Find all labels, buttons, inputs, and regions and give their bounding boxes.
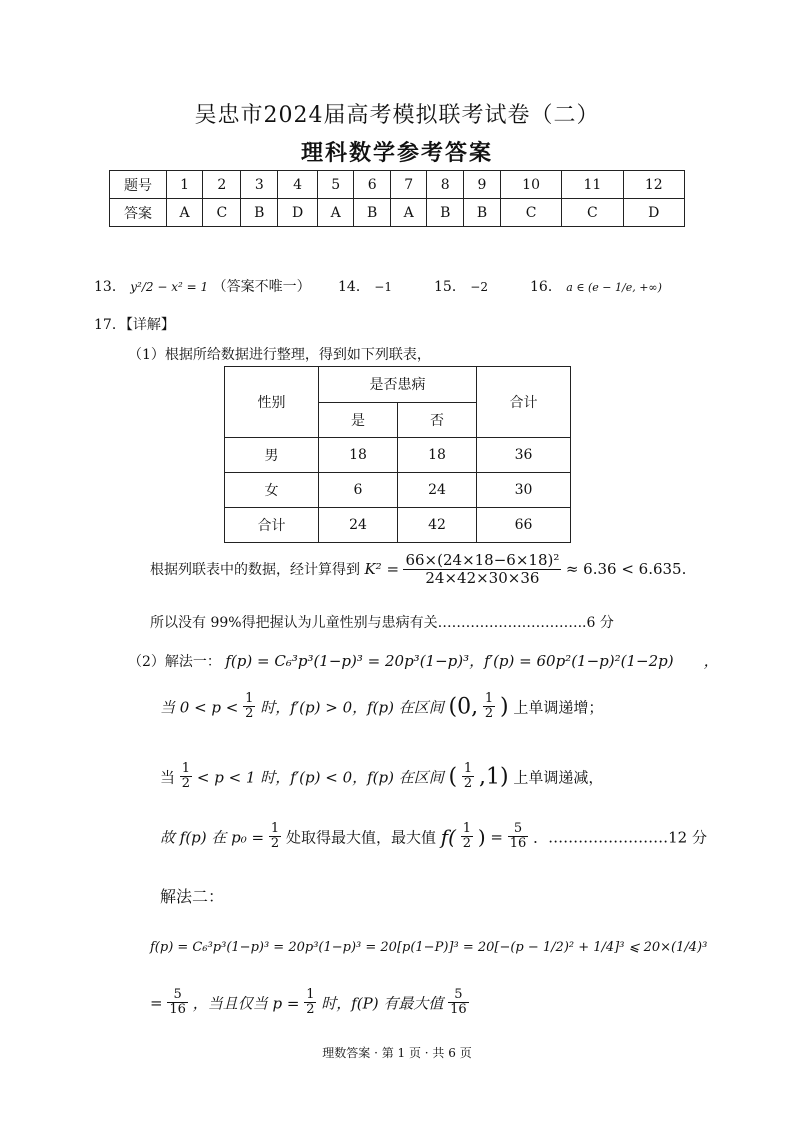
half-fraction [483, 692, 495, 722]
method2-post: 时，f(P) 有最大值 [321, 994, 444, 1013]
table-row [225, 473, 571, 508]
k2-numerator: 66×(24×18−6×18)² [405, 551, 560, 569]
interval-open: (0, [448, 694, 479, 720]
k2-line [150, 552, 686, 586]
max-f: f( [440, 824, 456, 849]
half-fraction [180, 762, 192, 792]
method2-mid: ，当且仅当 p = [192, 994, 300, 1013]
page-footer: 理数答案 · 第 1 页 · 共 6 页 [322, 1046, 472, 1060]
answer-cell: B [354, 199, 391, 227]
part1-intro: （1）根据所给数据进行整理，得到如下列联表， [128, 347, 431, 363]
k2-denominator: 24×42×30×36 [425, 568, 540, 587]
frac-den: 2 [463, 776, 473, 792]
method2-label: 解法二： [160, 887, 225, 906]
dec-pre: 当 [160, 768, 176, 787]
decreasing-line [160, 762, 603, 792]
frac-den: 16 [450, 1002, 467, 1018]
cell-no: 24 [398, 473, 477, 508]
cell-yes: 18 [319, 438, 398, 473]
k2-prefix: 根据列联表中的数据，经计算得到 [150, 562, 360, 578]
header-gender: 性别 [225, 367, 319, 438]
max-value-fraction [508, 822, 529, 852]
number-cell: 10 [500, 171, 561, 199]
cell-total: 30 [477, 473, 571, 508]
cell-no: 42 [398, 508, 477, 543]
k2-fraction [403, 552, 561, 586]
q13-answer [94, 276, 311, 296]
answer-table-row-numbers [110, 171, 685, 199]
part2-line [128, 650, 719, 671]
frac-den: 16 [169, 1002, 186, 1018]
number-cell: 2 [203, 171, 241, 199]
frac-den: 16 [509, 836, 527, 852]
max-end: ．……………………12 分 [533, 828, 707, 847]
method2-formula [150, 940, 707, 955]
cell-total: 66 [477, 508, 571, 543]
q17-heading: 17．【详解】 [94, 317, 175, 333]
answer-cell: C [500, 199, 561, 227]
max-line [160, 822, 707, 852]
max-pre: 故 f(p) 在 p₀ = [160, 828, 265, 847]
page-title: 吴忠市2024届高考模拟联考试卷（二） [194, 103, 600, 128]
cell-no: 18 [398, 438, 477, 473]
answer-cell: A [391, 199, 427, 227]
header-no: 否 [398, 402, 477, 438]
max-mid: 处取得最大值，最大值 [285, 828, 436, 847]
method2-eq: = [150, 993, 163, 1012]
answer-cell: A [318, 199, 354, 227]
row-label: 男 [225, 438, 319, 473]
number-cell: 12 [623, 171, 684, 199]
answer-cell: C [203, 199, 241, 227]
answer-table [109, 170, 685, 227]
frac-num: 1 [306, 987, 315, 1002]
header-disease: 是否患病 [319, 367, 477, 403]
increasing-line [160, 692, 603, 722]
row-label: 合计 [225, 508, 319, 543]
answer-cell: D [278, 199, 318, 227]
answer-cell: C [562, 199, 623, 227]
inc-pre: 当 0 < p < [160, 698, 239, 717]
cell-total: 36 [477, 438, 571, 473]
q16-value: a ∈ (e − 1/e, +∞) [566, 281, 662, 294]
answer-table-row-answers [110, 199, 685, 227]
row-label: 题号 [110, 171, 167, 199]
answer-cell: B [427, 199, 464, 227]
part2-label: （2）解法一： [128, 654, 221, 670]
interval-open: ( [448, 764, 458, 790]
answer-cell: B [241, 199, 278, 227]
interval-close: ,1) [478, 764, 509, 790]
frac-den: 2 [245, 706, 254, 722]
number-cell: 3 [241, 171, 278, 199]
half-fraction [304, 988, 316, 1018]
frac-den: 2 [462, 836, 472, 852]
conclusion: 所以没有 99%得把握认为儿童性别与患病有关…………………………..6 分 [150, 615, 614, 631]
max-f-close: ) [477, 824, 486, 849]
k2-result: ≈ 6.36 < 6.635. [565, 560, 687, 578]
interval-close: ) [499, 694, 509, 720]
row-label: 答案 [110, 199, 167, 227]
q14-number: 14． [338, 279, 370, 295]
q13-number: 13． [94, 279, 126, 295]
frac-num: 1 [462, 821, 472, 836]
inc-end: 上单调递增； [513, 698, 604, 717]
q13-expression: y²/2 − x² = 1 [130, 280, 209, 294]
q14-answer [338, 276, 392, 296]
max-value-fraction [167, 988, 188, 1018]
method2-expression: f(p) = C₆³p³(1−p)³ = 20p³(1−p)³ = 20[p(1−P)]³ = 20[−(p − 1/2)² + 1/4]³ ⩽ 20×(1/4)³ [150, 940, 708, 955]
half-fraction [462, 762, 474, 792]
q15-answer [434, 276, 488, 296]
page-subtitle: 理科数学参考答案 [300, 140, 493, 166]
dec-mid: < p < 1 时，f′(p) < 0，f(p) 在区间 [196, 768, 444, 787]
table-row [225, 438, 571, 473]
answer-cell: B [464, 199, 501, 227]
number-cell: 1 [167, 171, 203, 199]
q14-value: −1 [374, 280, 392, 294]
frac-num: 1 [484, 691, 494, 706]
frac-num: 5 [508, 822, 529, 837]
max-eq: = [490, 827, 503, 846]
frac-num: 1 [245, 691, 254, 706]
q16-number: 16． [530, 279, 562, 295]
number-cell: 7 [391, 171, 427, 199]
frac-den: 2 [306, 1002, 315, 1018]
half-fraction [269, 822, 281, 852]
frac-den: 2 [270, 836, 280, 852]
q16-answer [530, 276, 662, 296]
q13-note: （答案不唯一） [212, 279, 311, 295]
frac-num: 1 [270, 821, 280, 836]
cell-yes: 6 [319, 473, 398, 508]
number-cell: 11 [562, 171, 623, 199]
row-label: 女 [225, 473, 319, 508]
answer-cell: D [623, 199, 684, 227]
number-cell: 8 [427, 171, 464, 199]
k2-lhs: K² = [364, 560, 400, 578]
q15-number: 15． [434, 279, 466, 295]
frac-num: 1 [463, 761, 473, 776]
half-fraction [243, 692, 255, 722]
contingency-table [224, 366, 571, 543]
number-cell: 5 [318, 171, 354, 199]
header-total: 合计 [477, 367, 571, 438]
max-value-fraction [448, 988, 469, 1018]
dec-end: 上单调递减， [513, 768, 604, 787]
table-row [225, 508, 571, 543]
inc-post: 时，f′(p) > 0，f(p) 在区间 [260, 698, 444, 717]
frac-num: 5 [448, 988, 469, 1003]
half-fraction [461, 822, 473, 852]
frac-den: 2 [181, 776, 191, 792]
method2-result-line [150, 988, 469, 1018]
number-cell: 9 [464, 171, 501, 199]
frac-den: 2 [484, 706, 494, 722]
answer-cell: A [167, 199, 203, 227]
frac-num: 1 [181, 761, 191, 776]
frac-num: 5 [167, 988, 188, 1003]
header-yes: 是 [319, 402, 398, 438]
q15-value: −2 [470, 280, 488, 294]
part2-formula: f(p) = C₆³p³(1−p)³ = 20p³(1−p)³，f′(p) = 60p²(1−p)²(1−2p) ， [225, 652, 719, 670]
number-cell: 6 [354, 171, 391, 199]
number-cell: 4 [278, 171, 318, 199]
cell-yes: 24 [319, 508, 398, 543]
